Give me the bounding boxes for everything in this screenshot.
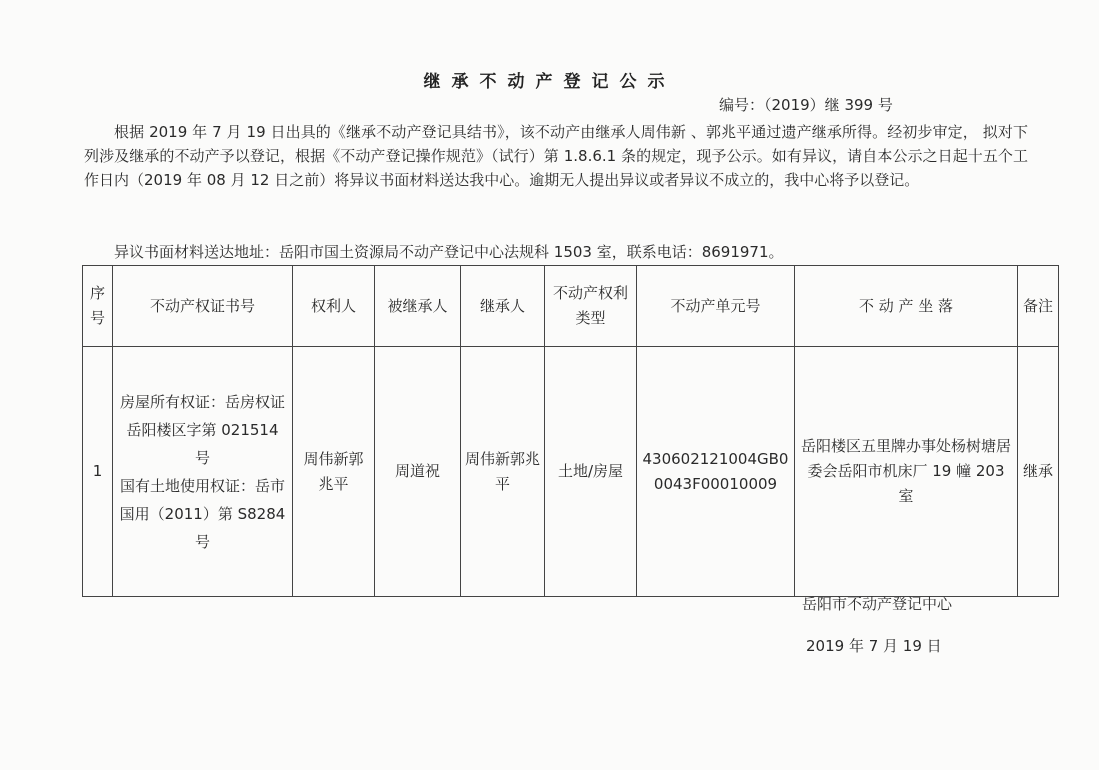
cell-unit-no: 430602121004GB00043F00010009 (637, 347, 795, 597)
cell-decedent: 周道祝 (375, 347, 461, 597)
header-right-type: 不动产权利类型 (545, 266, 637, 347)
header-obligee: 权利人 (293, 266, 375, 347)
cell-cert-no (113, 347, 293, 597)
cell-seq: 1 (83, 347, 113, 597)
header-cert-no: 不动产权证书号 (113, 266, 293, 347)
cell-right-type: 土地/房屋 (545, 347, 637, 597)
header-heir: 继承人 (461, 266, 545, 347)
body-text: 根据 2019 年 7 月 19 日出具的《继承不动产登记具结书》，该不动产由继承人周伟新 、郭兆平通过遗产继承所得。经初步审定， 拟对下列涉及继承的不动产予以登记，根据《不动产登记操作规范》（试行）第 1.8.6.1 条的规定，现予公示。如有异议，请自本公示之日起十五个工作日内（2019 年 08 月 12 日之前）将异议书面材料送达我中心。逾期无人提出异议或者异议不成立的，我中心将予以登记。 (84, 123, 1028, 189)
header-seq: 序号 (83, 266, 113, 347)
address-paragraph (84, 240, 1028, 264)
cert-house: 房屋所有权证：岳房权证岳阳楼区字第 021514 号 (119, 392, 285, 467)
header-decedent: 被继承人 (375, 266, 461, 347)
body-paragraph (84, 120, 1028, 192)
cell-remark: 继承 (1018, 347, 1059, 597)
signature-date: 2019 年 7 月 19 日 (806, 637, 942, 655)
registration-table (82, 265, 1059, 597)
page-title: 继承不动产登记公示 (423, 72, 676, 92)
header-remark: 备注 (1018, 266, 1059, 347)
header-unit-no: 不动产单元号 (637, 266, 795, 347)
table-row (83, 347, 1059, 597)
address-text: 异议书面材料送达地址：岳阳市国土资源局不动产登记中心法规科 1503 室，联系电话：8691971。 (114, 243, 784, 261)
cert-land: 国有土地使用权证：岳市国用（2011）第 S8284 号 (119, 476, 286, 551)
document-number: 编号：（2019）继 399 号 (719, 96, 893, 114)
table-header-row (83, 266, 1059, 347)
cell-location: 岳阳楼区五里牌办事处杨树塘居委会岳阳市机床厂 19 幢 203 室 (795, 347, 1018, 597)
cell-heir: 周伟新郭兆平 (461, 347, 545, 597)
header-location: 不 动 产 坐 落 (795, 266, 1018, 347)
signature-org: 岳阳市不动产登记中心 (802, 595, 953, 613)
cell-obligee: 周伟新郭兆平 (293, 347, 375, 597)
